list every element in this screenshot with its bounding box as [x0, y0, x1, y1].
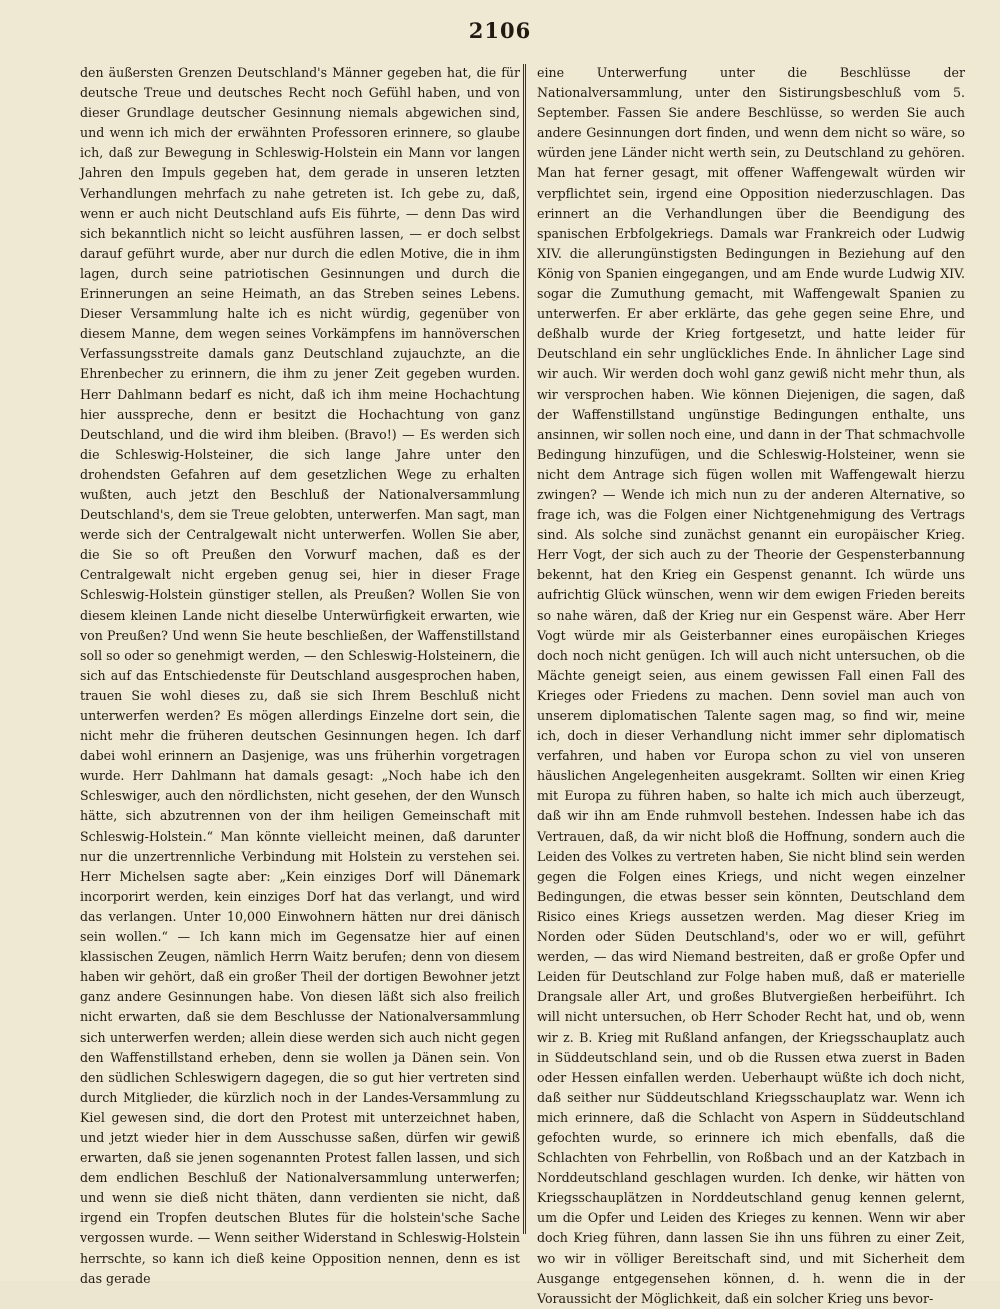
column-divider	[523, 64, 527, 1234]
page-number: 2106	[468, 18, 532, 43]
text-column-right	[537, 63, 965, 1309]
text-column-left	[80, 63, 520, 1289]
column-left-text: den äußersten Grenzen Deutschland's Männer gegeben hat, die für deutsche Treue und deutsches Recht noch Gefühl haben, und von dieser Grundlage deutscher Gesinnung niemals abgewichen sind, und wenn ich mich der erwähnten Professoren erinnere, so glaube ich, daß zur Bewegung in Schleswig-Holstein ein Mann vor langen Jahren den Impuls gegeben hat, dem gerade in unseren letzten Verhandlungen mehrfach zu nahe getreten ist. Ich gebe zu, daß, wenn er auch nicht Deutschland aufs Eis führte, — denn Das wird sich bekanntlich nicht so leicht ausführen lassen, — er doch selbst darauf geführt wurde, aber nur durch die edlen Motive, die in ihm lagen, durch seine patriotischen Gesinnungen und durch die Erinnerungen an seine Heimath, an das Streben seines Lebens. Dieser Versammlung halte ich es nicht würdig, gegenüber von diesem Manne, dem wegen seines Vorkämpfens im hannöverschen Verfassungsstreite damals ganz Deutschland zujauchzte, an die Ehrenbecher zu erinnern, die ihm zu jener Zeit gegeben wurden. Herr Dahlmann bedarf es nicht, daß ich ihm meine Hochachtung hier ausspreche, denn er besitzt die Hochachtung von ganz Deutschland, und die wird ihm bleiben. (Bravo!) — Es werden sich die Schleswig-Holsteiner, die sich lange Jahre unter den drohendsten Gefahren auf dem gesetzlichen Wege zu erhalten wußten, auch jetzt den Beschluß der Nationalversammlung Deutschland's, dem sie Treue gelobten, unterwerfen. Man sagt, man werde sich der Centralgewalt nicht unterwerfen. Wollen Sie aber, die Sie so oft Preußen den Vorwurf machen, daß es der Centralgewalt nicht ergeben genug sei, hier in dieser Frage Schleswig-Holstein günstiger stellen, als Preußen? Wollen Sie von diesem kleinen Lande nicht dieselbe Unterwürfigkeit erwarten, wie von Preußen? Und wenn Sie heute beschließen, der Waffenstillstand soll so oder so genehmigt werden, — den Schleswig-Holsteinern, die sich auf das Entschiedenste für Deutschland ausgesprochen haben, trauen Sie wohl dieses zu, daß sie sich Ihrem Beschluß nicht unterwerfen werden? Es mögen allerdings Einzelne dort sein, die nicht mehr die früheren deutschen Gesinnungen hegen. Ich darf dabei wohl erinnern an Dasjenige, was uns früherhin vorgetragen wurde. Herr Dahlmann hat damals gesagt: „Noch habe ich den Schleswiger, auch den nördlichsten, nicht gesehen, der den Wunsch hätte, sich abzutrennen von der ihm heiligen Gemeinschaft mit Schleswig-Holstein.“ Man könnte vielleicht meinen, daß darunter nur die unzertrennliche Verbindung mit Holstein zu verstehen sei. Herr Michelsen sagte aber: „Kein einziges Dorf will Dänemark incorporirt werden, kein einziges Dorf hat das verlangt, und wird das verlangen. Unter 10,000 Einwohnern hätten nur drei dänisch sein wollen.“ — Ich kann mich im Gegensatze hier auf einen klassischen Zeugen, nämlich Herrn Waitz berufen; denn von diesem haben wir gehört, daß ein großer Theil der dortigen Bewohner jetzt ganz andere Gesinnungen habe. Von diesen läßt sich also freilich nicht erwarten, daß sie dem Beschlusse der Nationalversammlung sich unterwerfen werden; allein diese werden sich auch nicht gegen den Waffenstillstand erheben, denn sie wollen ja Dänen sein. Von den südlichen Schleswigern dagegen, die so gut hier vertreten sind durch Mitglieder, die kürzlich noch in der Landes-Versammlung zu Kiel gewesen sind, die dort den Protest mit unterzeichnet haben, und jetzt wieder hier in dem Ausschusse saßen, dürfen wir gewiß erwarten, daß sie jenen sogenannten Protest fallen lassen, und sich dem endlichen Beschluß der Nationalversammlung unterwerfen; und wenn sie dieß nicht thäten, dann verdienten sie nicht, daß irgend ein Tropfen deutschen Blutes für die holstein'sche Sache vergossen wurde. — Wenn seither Widerstand in Schleswig-Holstein herrschte, so kann ich dieß keine Opposition nennen, denn es ist das gerade	[80, 65, 520, 1286]
column-right-text: eine Unterwerfung unter die Beschlüsse der Nationalversammlung, unter den Sistirungsbeschluß vom 5. September. Fassen Sie andere Beschlüsse, so werden Sie auch andere Gesinnungen dort finden, und wenn dem nicht so wäre, so würden jene Länder nicht werth sein, zu Deutschland zu gehören. Man hat ferner gesagt, mit offener Waffengewalt würden wir verpflichtet sein, irgend eine Opposition niederzuschlagen. Das erinnert an die Verhandlungen über die Beendigung des spanischen Erbfolgekriegs. Damals war Frankreich oder Ludwig XIV. die allerungünstigsten Bedingungen in Beziehung auf den König von Spanien eingegangen, und am Ende wurde Ludwig XIV. sogar die Zumuthung gemacht, mit Waffengewalt Spanien zu unterwerfen. Er aber erklärte, das gehe gegen seine Ehre, und deßhalb wurde der Krieg fortgesetzt, und hatte leider für Deutschland ein sehr unglückliches Ende. In ähnlicher Lage sind wir auch. Wir werden doch wohl ganz gewiß nicht mehr thun, als wir versprochen haben. Wie können Diejenigen, die sagen, daß der Waffenstillstand ungünstige Bedingungen enthalte, uns ansinnen, wir sollen noch eine, und dann in der That schmachvolle Bedingung hinzufügen, und die Schleswig-Holsteiner, wenn sie nicht dem Antrage sich fügen wollen mit Waffengewalt hierzu zwingen? — Wende ich mich nun zu der anderen Alternative, so frage ich, was die Folgen einer Nichtgenehmigung des Vertrags sind. Als solche sind zunächst genannt ein europäischer Krieg. Herr Vogt, der sich auch zu der Theorie der Gespensterbannung bekennt, hat den Krieg ein Gespenst genannt. Ich würde uns aufrichtig Glück wünschen, wenn wir dem ewigen Frieden bereits so nahe wären, daß der Krieg nur ein Gespenst wäre. Aber Herr Vogt würde mir als Geisterbanner eines europäischen Krieges doch noch nicht genügen. Ich will auch nicht untersuchen, ob die Mächte geneigt seien, aus einem gewissen Fall einen Fall des Krieges oder Friedens zu machen. Denn soviel man auch von unserem diplomatischen Talente sagen mag, so find wir, meine ich, doch in dieser Verhandlung nicht immer sehr diplomatisch verfahren, und haben vor Europa schon zu viel von unseren häuslichen Angelegenheiten ausgekramt. Sollten wir einen Krieg mit Europa zu führen haben, so halte ich mich auch überzeugt, daß wir ihn am Ende ruhmvoll bestehen. Indessen habe ich das Vertrauen, daß, da wir nicht bloß die Hoffnung, sondern auch die Leiden des Volkes zu vertreten haben, Sie nicht blind sein werden gegen die Folgen eines Kriegs, und nicht wegen einzelner Bedingungen, die etwas besser sein könnten, Deutschland dem Risico eines Kriegs aussetzen werden. Mag dieser Krieg im Norden oder Süden Deutschland's, oder wo er will, geführt werden, — das wird Niemand bestreiten, daß er große Opfer und Leiden für Deutschland zur Folge haben muß, daß er materielle Drangsale aller Art, und großes Blutvergießen herbeiführt. Ich will nicht untersuchen, ob Herr Schoder Recht hat, und ob, wenn wir z. B. Krieg mit Rußland anfangen, der Kriegsschauplatz auch in Süddeutschland sein, und ob die Russen etwa zuerst in Baden oder Hessen einfallen werden. Ueberhaupt wüßte ich doch nicht, daß seither nur Süddeutschland Kriegsschauplatz war. Wenn ich mich erinnere, daß die Schlacht von Aspern in Süddeutschland gefochten wurde, so erinnere ich mich ebenfalls, daß die Schlachten von Fehrbellin, von Roßbach und an der Katzbach in Norddeutschland geschlagen wurden. Ich denke, wir hätten von Kriegsschauplätzen in Norddeutschland genug kennen gelernt, um die Opfer und Leiden des Krieges zu kennen. Wenn wir aber doch Krieg führen, dann lassen Sie ihn uns führen zu einer Zeit, wo wir in völliger Bereitschaft sind, und mit Sicherheit dem Ausgange entgegensehen können, d. h. wenn die in der Voraussicht der Möglichkeit, daß ein solcher Krieg uns bevor-	[537, 65, 965, 1306]
